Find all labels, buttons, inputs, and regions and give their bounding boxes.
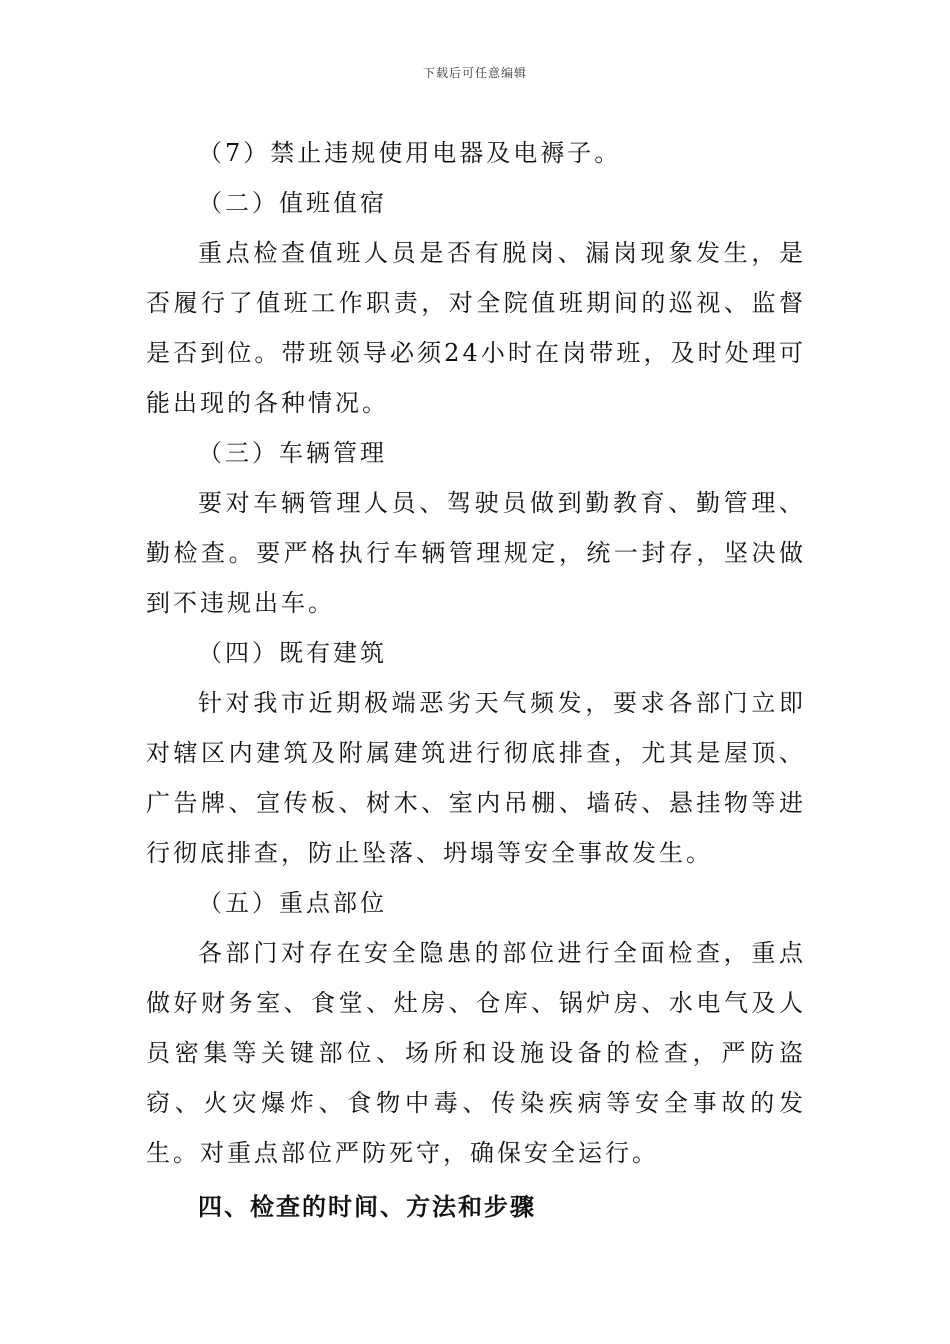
page-header: 下载后可任意编辑 — [422, 66, 527, 80]
subheading-duty: （二）值班值宿 — [198, 189, 387, 217]
subheading-vehicles: （三）车辆管理 — [198, 439, 387, 467]
paragraph-duty: 重点检查值班人员是否有脱岗、漏岗现象发生，是否履行了值班工作职责，对全院值班期间的巡视、监督是否到位。带班领导必须24小时在岗带班，及时处理可能出现的各种情况。 — [146, 239, 806, 417]
item-7: （7）禁止违规使用电器及电褥子。 — [198, 139, 622, 167]
subheading-key-areas: （五）重点部位 — [198, 889, 387, 917]
section-heading-4: 四、检查的时间、方法和步骤 — [198, 1193, 536, 1221]
document-body — [146, 128, 806, 1232]
subheading-buildings: （四）既有建筑 — [198, 639, 387, 667]
paragraph-buildings: 针对我市近期极端恶劣天气频发，要求各部门立即对辖区内建筑及附属建筑进行彻底排查，尤其是屋顶、广告牌、宣传板、树木、室内吊棚、墙砖、悬挂物等进行彻底排查，防止坠落、坍塌等安全事故发生。 — [146, 689, 806, 867]
paragraph-vehicles: 要对车辆管理人员、驾驶员做到勤教育、勤管理、勤检查。要严格执行车辆管理规定，统一封存，坚决做到不违规出车。 — [146, 489, 806, 617]
paragraph-key-areas: 各部门对存在安全隐患的部位进行全面检查，重点做好财务室、食堂、灶房、仓库、锅炉房、水电气及人员密集等关键部位、场所和设施设备的检查，严防盗窃、火灾爆炸、食物中毒、传染疾病等安全事故的发生。对重点部位严防死守，确保安全运行。 — [146, 939, 806, 1167]
